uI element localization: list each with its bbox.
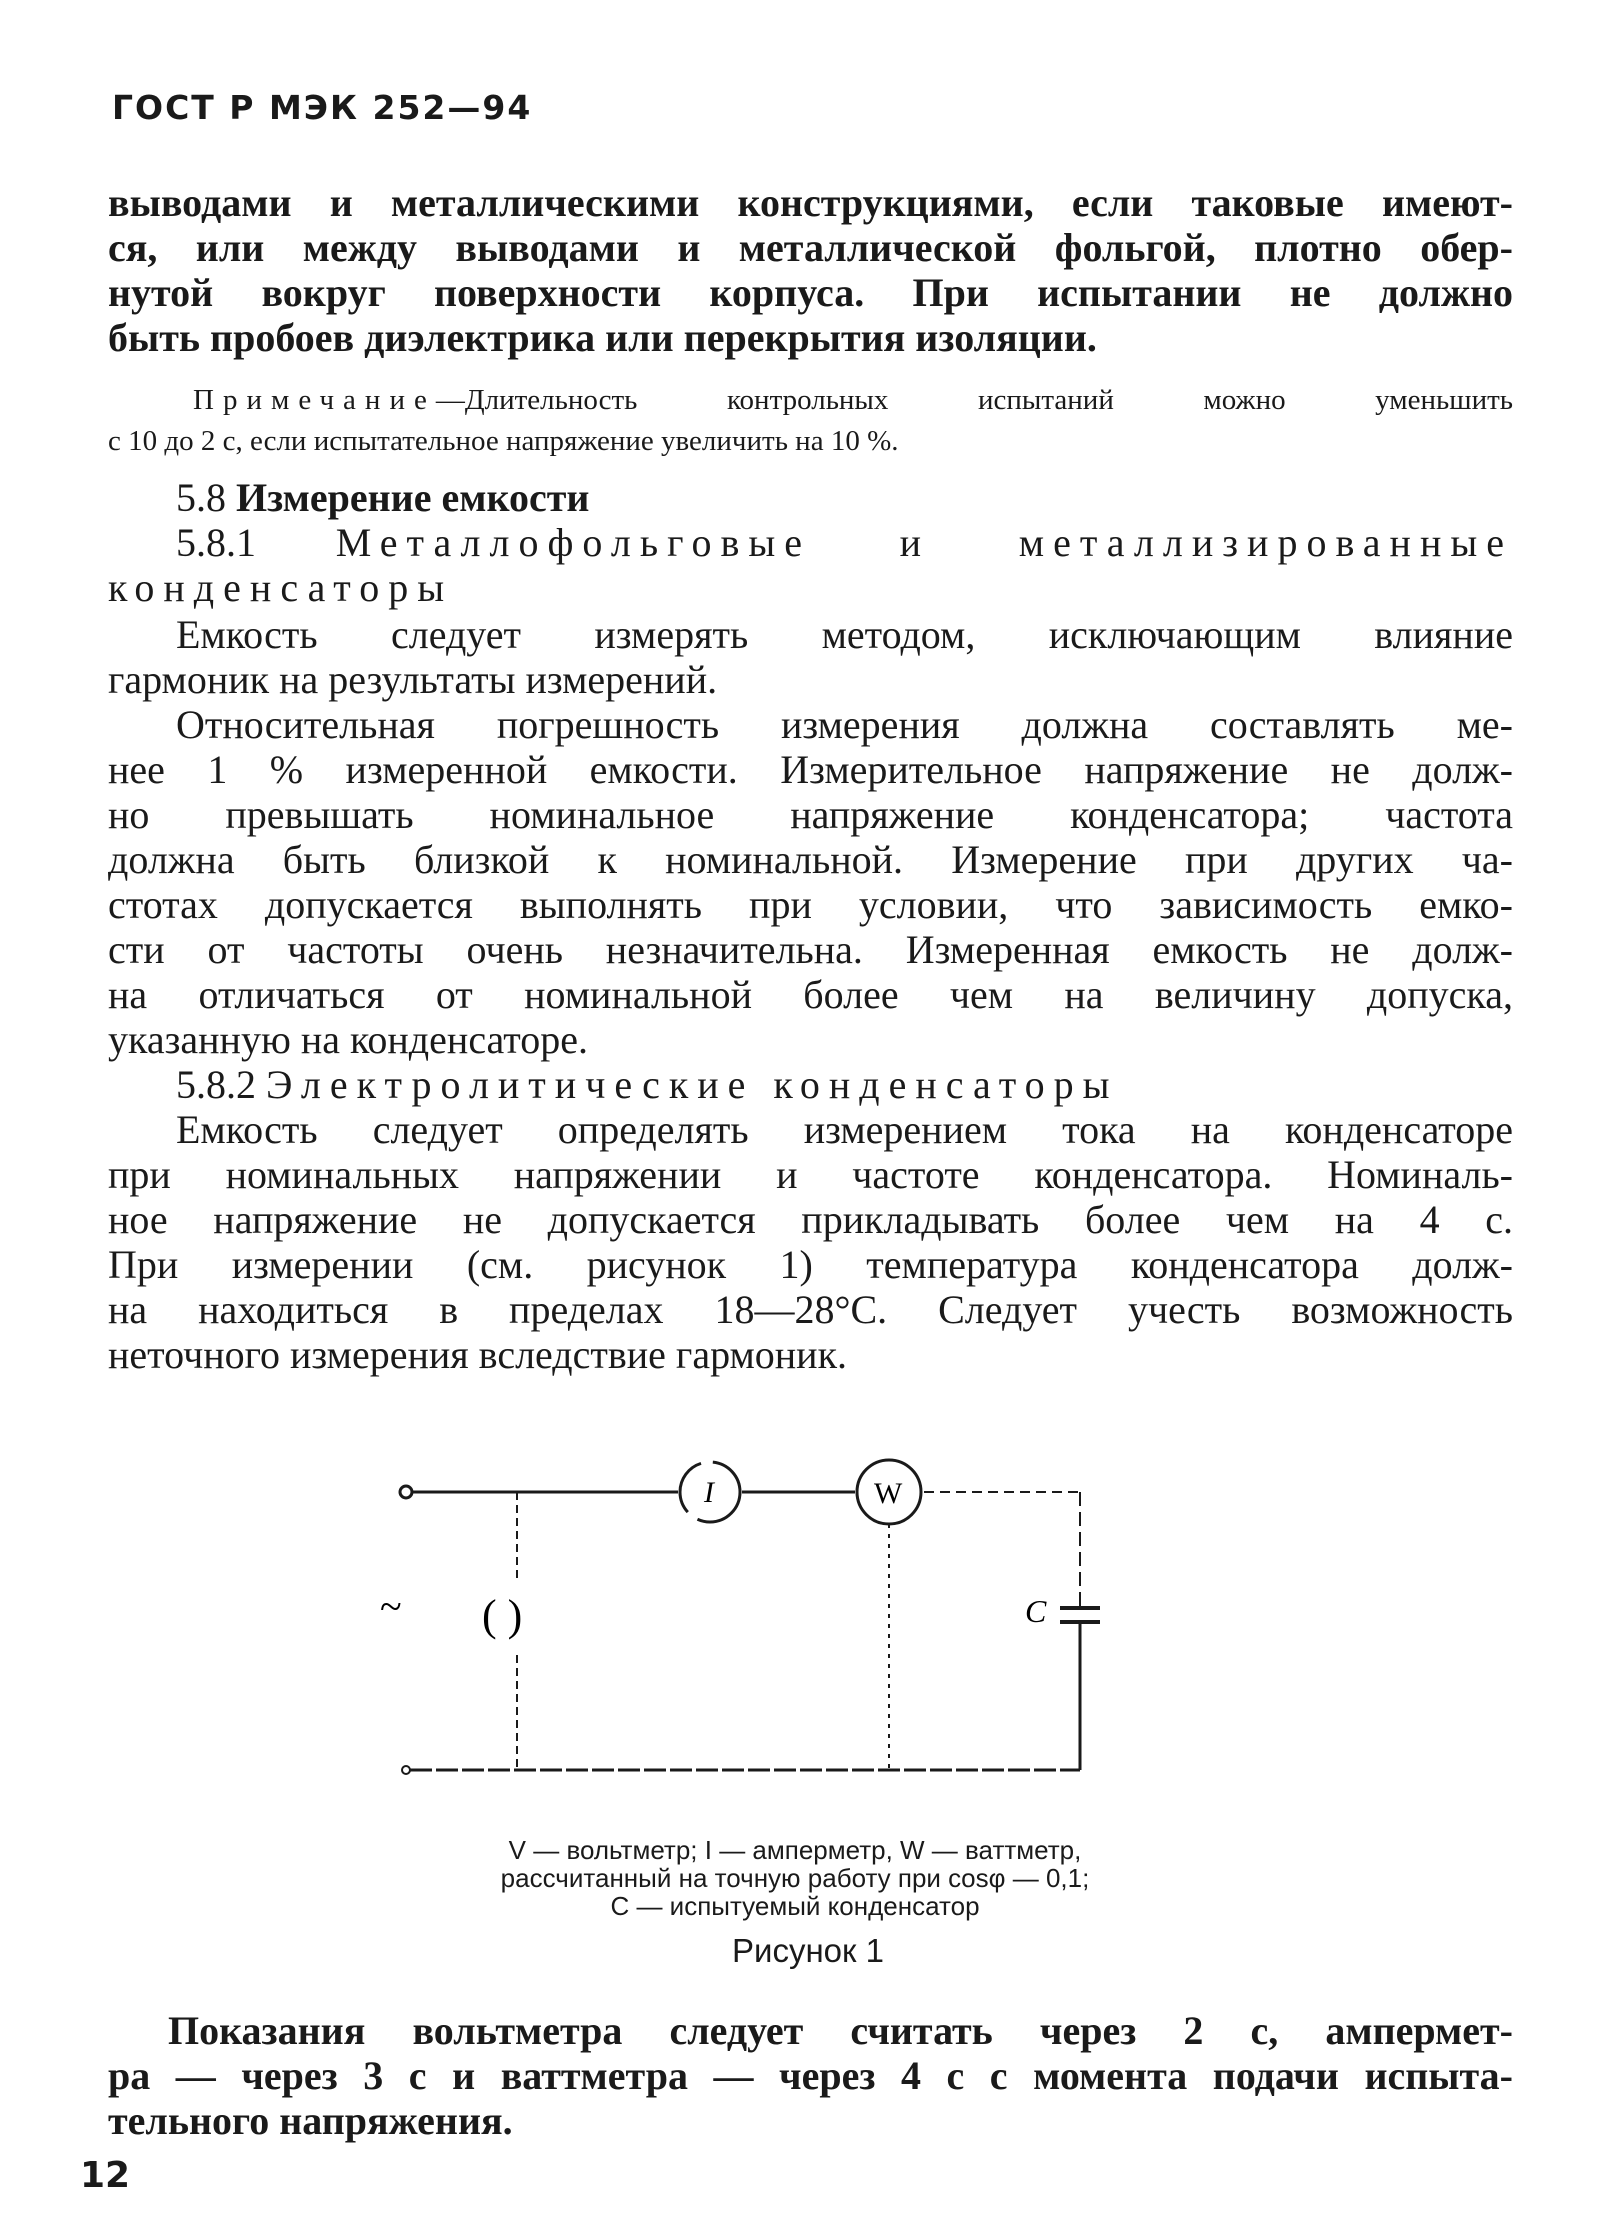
figure-title: Рисунок 1 bbox=[732, 1932, 884, 1969]
text-line: ра — через 3 с и ваттметра — через 4 с с момента подачи испыта- bbox=[108, 2053, 1513, 2098]
text-line: нутой вокруг поверхности корпуса. При испытании не должно bbox=[108, 270, 1513, 315]
page-number: 12 bbox=[80, 2155, 131, 2196]
caption-line: C — испытуемый конденсатор bbox=[610, 1891, 980, 1921]
section-title: Измерение емкости bbox=[236, 475, 590, 520]
ac-source-symbol: ~ bbox=[380, 1584, 402, 1629]
text-line: но превышать номинальное напряжение конденсатора; частота bbox=[108, 792, 1513, 837]
text-line: быть пробоев диэлектрика или перекрытия изоляции. bbox=[108, 315, 1097, 360]
caption-line: рассчитанный на точную работу при cosφ — 0,1; bbox=[500, 1863, 1090, 1893]
note-label: Примечание bbox=[193, 384, 436, 416]
note-text: —Длительность контрольных испытаний можно уменьшить bbox=[435, 384, 1513, 416]
section-title: Электролитические конденсаторы bbox=[266, 1062, 1119, 1107]
section-title: конденсаторы bbox=[108, 565, 454, 610]
text-line: нее 1 % измеренной емкости. Измерительное напряжение не долж- bbox=[108, 747, 1513, 792]
text-line: на находиться в пределах 18—28°С. Следует учесть возможность bbox=[108, 1287, 1513, 1332]
paragraph-continuation bbox=[108, 180, 1513, 360]
section-heading-5-8-1 bbox=[108, 520, 1513, 610]
text-line: на отличаться от номинальной более чем на величину допуска, bbox=[108, 972, 1513, 1017]
paragraph bbox=[108, 2008, 1513, 2143]
input-terminal bbox=[400, 1486, 412, 1498]
text-line: указанную на конденсаторе. bbox=[108, 1017, 588, 1062]
section-title: Металлофольговые и металлизированные bbox=[335, 520, 1513, 565]
voltmeter-label: ( ) bbox=[482, 1591, 523, 1640]
circuit-diagram bbox=[380, 1440, 1160, 1820]
paragraph bbox=[108, 702, 1513, 1062]
text-line: выводами и металлическими конструкциями, если таковые имеют- bbox=[108, 180, 1513, 225]
section-number: 5.8.2 bbox=[176, 1062, 256, 1107]
text-line: При измерении (см. рисунок 1) температура конденсатора долж- bbox=[108, 1242, 1513, 1287]
text-line: Показания вольтметра следует считать через 2 с, ампермет- bbox=[168, 2008, 1513, 2053]
note-text: с 10 до 2 с, если испытательное напряжение увеличить на 10 %. bbox=[108, 425, 899, 457]
ammeter-label: I bbox=[704, 1476, 714, 1509]
section-heading-5-8 bbox=[108, 475, 1581, 520]
text-line: тельного напряжения. bbox=[108, 2098, 513, 2143]
section-number: 5.8 bbox=[176, 475, 226, 520]
section-number: 5.8.1 bbox=[176, 520, 256, 565]
wattmeter-label: W bbox=[874, 1477, 903, 1510]
text-line: Емкость следует измерять методом, исключающим влияние bbox=[176, 612, 1513, 657]
text-line: Относительная погрешность измерения должна составлять ме- bbox=[176, 702, 1513, 747]
text-line: ное напряжение не допускается прикладывать более чем на 4 с. bbox=[108, 1197, 1513, 1242]
text-line: стотах допускается выполнять при условии, что зависимость емко- bbox=[108, 882, 1513, 927]
caption-line: V — вольтметр; I — амперметр, W — ваттметр, bbox=[508, 1835, 1082, 1865]
text-line: сти от частоты очень незначительна. Измеренная емкость не долж- bbox=[108, 927, 1513, 972]
input-terminal bbox=[402, 1766, 410, 1774]
text-line: неточного измерения вследствие гармоник. bbox=[108, 1332, 848, 1377]
text-line: Емкость следует определять измерением тока на конденсаторе bbox=[176, 1107, 1513, 1152]
text-line: при номинальных напряжении и частоте конденсатора. Номиналь- bbox=[108, 1152, 1513, 1197]
figure-caption bbox=[400, 1836, 1190, 1920]
paragraph bbox=[108, 612, 1513, 702]
capacitor-label: C bbox=[1025, 1593, 1047, 1629]
text-line: ся, или между выводами и металлической фольгой, плотно обер- bbox=[108, 225, 1513, 270]
text-line: должна быть близкой к номинальной. Измерение при других ча- bbox=[108, 837, 1513, 882]
text-line: гармоник на результаты измерений. bbox=[108, 657, 718, 702]
page-header: ГОСТ Р МЭК 252—94 bbox=[112, 88, 533, 127]
paragraph bbox=[108, 1107, 1513, 1377]
section-heading-5-8-2 bbox=[108, 1062, 1581, 1107]
note bbox=[108, 380, 1513, 462]
